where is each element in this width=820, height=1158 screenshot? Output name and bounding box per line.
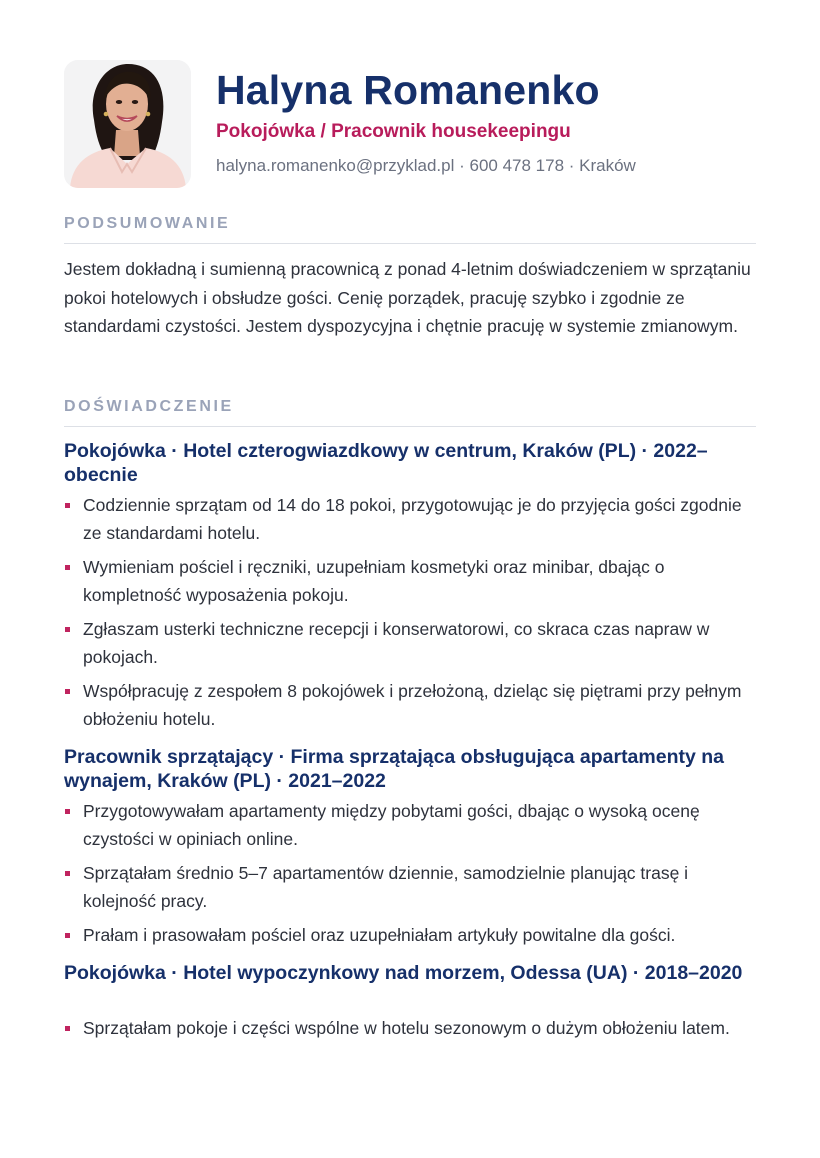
duty-item: Sprzątałam średnio 5–7 apartamentów dziennie, samodzielnie planując trasę i kolejność pracy. [64,859,760,915]
contact-line: halyna.romanenko@przyklad.pl · 600 478 178 · Kraków [216,156,636,175]
duty-item: Wymieniam pościel i ręczniki, uzupełniam kosmetyki oraz minibar, dbając o kompletność wyposażenia pokoju. [64,553,760,609]
job-heading-1: Pokojówka · Hotel czterogwiazdkowy w centrum, Kraków (PL) · 2022–obecnie [64,440,708,486]
job-3-duties [64,1014,760,1048]
duty-item: Przygotowywałam apartamenty między pobytami gości, dbając o wysoką ocenę czystości w opiniach online. [64,797,760,853]
duty-item: Zgłaszam usterki techniczne recepcji i konserwatorowi, co skraca czas napraw w pokojach. [64,615,760,671]
job-heading-2: Pracownik sprzątający · Firma sprzątająca obsługująca apartamenty na wynajem, Kraków (PL) · 2021–2022 [64,746,725,792]
summary-section-title: PODSUMOWANIE [64,215,231,232]
experience-divider [64,426,756,427]
duty-item: Codziennie sprzątam od 14 do 18 pokoi, przygotowując je do przyjęcia gości zgodnie ze standardami hotelu. [64,491,760,547]
job-role: Pokojówka / Pracownik housekeepingu [216,121,571,142]
job-heading-3: Pokojówka · Hotel wypoczynkowy nad morzem, Odessa (UA) · 2018–2020 [64,962,743,984]
resume-header [64,60,756,190]
summary-divider [64,243,756,244]
job-2-duties [64,797,760,955]
summary-text: Jestem dokładną i sumienną pracownicą z ponad 4-letnim doświadczeniem w sprzątaniu pokoi hotelowych i obsłudze gości. Cenię porządek, pracuję szybko i zgodnie ze standardami czystości. Jestem dyspozycyjna i chętnie pracuję w systemie zmianowym. [64,259,751,336]
duty-item: Prałam i prasowałam pościel oraz uzupełniałam artykuły powitalne dla gości. [64,921,760,949]
job-1-duties [64,491,760,739]
profile-photo [64,60,191,188]
portrait-image [64,60,191,188]
experience-section-title: DOŚWIADCZENIE [64,398,234,415]
duty-item: Sprzątałam pokoje i części wspólne w hotelu sezonowym o dużym obłożeniu latem. [64,1014,760,1042]
duty-item: Współpracuję z zespołem 8 pokojówek i przełożoną, dzieląc się piętrami przy pełnym obłożeniu hotelu. [64,677,760,733]
candidate-name: Halyna Romanenko [216,67,600,113]
